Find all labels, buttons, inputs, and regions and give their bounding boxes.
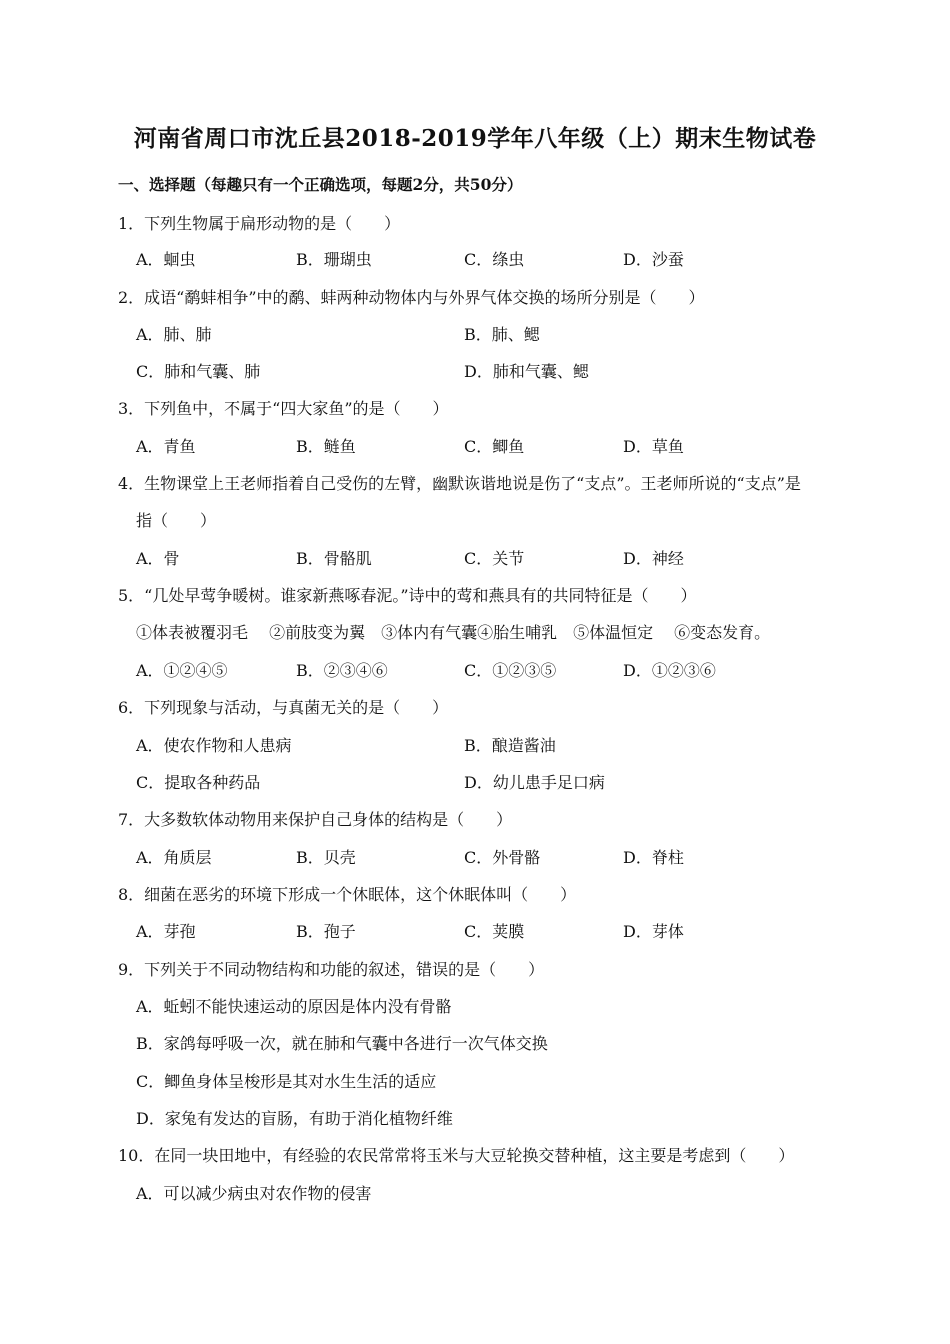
question-6-stem: 6．下列现象与活动，与真菌无关的是（ ） [118,698,449,717]
q9-option-c: C．鲫鱼身体呈梭形是其对水生生活的适应 [136,1072,437,1091]
question-5-options [136,658,896,682]
q2-option-d: D．肺和气囊、鳃 [464,362,589,381]
q8-option-b: B．孢子 [296,922,356,941]
question-4-options [136,546,896,570]
section-heading: 一、选择题（每趣只有一个正确选项，每题2分，共50分） [118,175,523,194]
question-8-stem: 8．细菌在恶劣的环境下形成一个休眠体，这个休眠体叫（ ） [118,885,577,904]
q5-option-b: B．②③④⑥ [296,661,388,680]
q1-option-d: D．沙蚕 [623,250,684,269]
question-4-stem: 4．生物课堂上王老师指着自己受伤的左臂，幽默诙谐地说是伤了“支点”。王老师所说的“支点”是 [118,474,801,493]
q8-option-d: D．芽体 [623,922,684,941]
q5-option-c: C．①②③⑤ [464,661,557,680]
question-2-stem: 2．成语“鹬蚌相争”中的鹬、蚌两种动物体内与外界气体交换的场所分别是（ ） [118,288,705,307]
q5-option-a: A．①②④⑤ [136,661,228,680]
question-2-options-row1 [136,322,896,346]
q7-option-d: D．脊柱 [623,848,684,867]
question-5-statements: ①体表被覆羽毛 ②前肢变为翼 ③体内有气囊④胎生哺乳 ⑤体温恒定 ⑥变态发育。 [136,623,771,642]
q4-option-d: D．神经 [623,549,684,568]
q6-option-b: B．酿造酱油 [464,736,556,755]
question-7-options [136,845,896,869]
q1-option-c: C．绦虫 [464,250,525,269]
q9-option-a: A．蚯蚓不能快速运动的原因是体内没有骨骼 [136,997,452,1016]
q2-option-c: C．肺和气囊、肺 [136,362,261,381]
q8-option-a: A．芽孢 [136,922,196,941]
question-6-options-row2 [136,770,896,794]
question-9-stem: 9．下列关于不同动物结构和功能的叙述，错误的是（ ） [118,960,545,979]
q4-option-b: B．骨骼肌 [296,549,372,568]
q3-option-d: D．草鱼 [623,437,684,456]
question-4-stem-continued: 指（ ） [136,511,217,530]
question-3-options [136,434,896,458]
question-10-stem: 10．在同一块田地中，有经验的农民常常将玉米与大豆轮换交替种植，这主要是考虑到（ ） [118,1146,795,1165]
question-1-stem: 1．下列生物属于扁形动物的是（ ） [118,214,401,233]
q3-option-c: C．鲫鱼 [464,437,525,456]
q7-option-b: B．贝壳 [296,848,356,867]
q6-option-c: C．提取各种药品 [136,773,261,792]
question-6-options-row1 [136,733,896,757]
page-title: 河南省周口市沈丘县2018-2019学年八年级（上）期末生物试卷 [133,125,817,152]
question-1-options [136,247,896,271]
q9-option-d: D．家兔有发达的盲肠，有助于消化植物纤维 [136,1109,453,1128]
q7-option-c: C．外骨骼 [464,848,541,867]
q4-option-c: C．关节 [464,549,525,568]
q1-option-a: A．蛔虫 [136,250,196,269]
q3-option-b: B．鲢鱼 [296,437,356,456]
q4-option-a: A．骨 [136,549,180,568]
q10-option-a: A．可以减少病虫对农作物的侵害 [136,1184,372,1203]
q7-option-a: A．角质层 [136,848,212,867]
q8-option-c: C．荚膜 [464,922,525,941]
q1-option-b: B．珊瑚虫 [296,250,372,269]
question-5-stem: 5．“几处早莺争暖树。谁家新燕啄春泥。”诗中的莺和燕具有的共同特征是（ ） [118,586,697,605]
q5-option-d: D．①②③⑥ [623,661,716,680]
question-7-stem: 7．大多数软体动物用来保护自己身体的结构是（ ） [118,810,513,829]
q3-option-a: A．青鱼 [136,437,196,456]
q6-option-a: A．使农作物和人患病 [136,736,292,755]
question-8-options [136,919,896,943]
question-3-stem: 3．下列鱼中，不属于“四大家鱼”的是（ ） [118,399,449,418]
question-2-options-row2 [136,359,896,383]
q9-option-b: B．家鸽每呼吸一次，就在肺和气囊中各进行一次气体交换 [136,1034,548,1053]
q6-option-d: D．幼儿患手足口病 [464,773,605,792]
q2-option-a: A．肺、肺 [136,325,212,344]
q2-option-b: B．肺、鳃 [464,325,540,344]
